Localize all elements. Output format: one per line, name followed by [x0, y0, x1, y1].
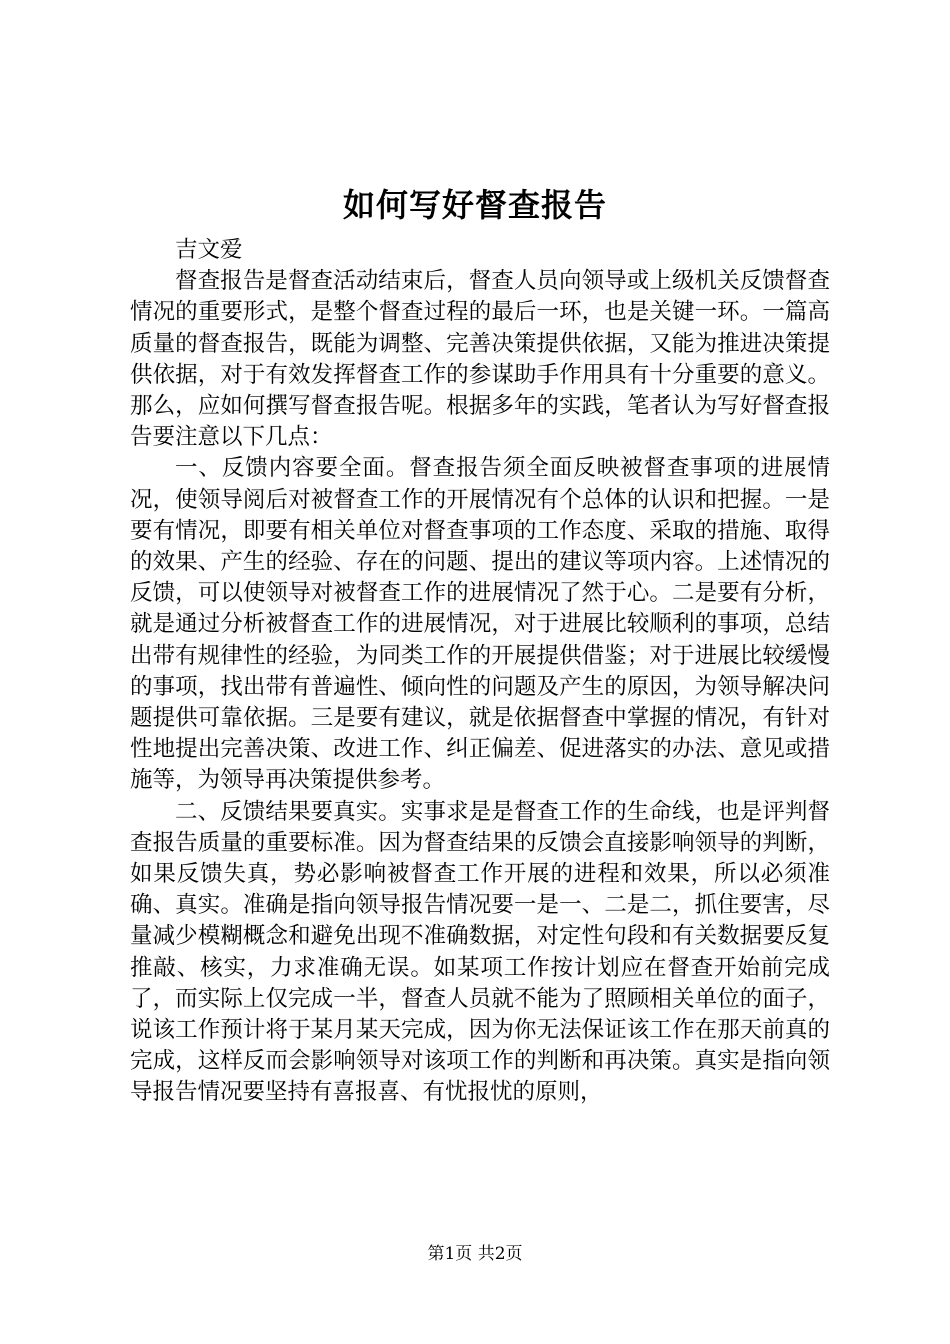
- paragraph-section-1: 一、反馈内容要全面。督查报告须全面反映被督查事项的进展情况，使领导阅后对被督查工作的开展情况有个总体的认识和把握。一是要有情况，即要有相关单位对督查事项的工作态度、采取的措施、取得的效果、产生的经验、存在的问题、提出的建议等项内容。上述情况的反馈，可以使领导对被督查工作的进展情况了然于心。二是要有分析，就是通过分析被督查工作的进展情况，对于进展比较顺利的事项，总结出带有规律性的经验，为同类工作的开展提供借鉴；对于进展比较缓慢的事项，找出带有普遍性、倾向性的问题及产生的原因，为领导解决问题提供可靠依据。三是要有建议，就是依据督查中掌握的情况，有针对性地提出完善决策、改进工作、纠正偏差、促进落实的办法、意见或措施等，为领导再决策提供参考。: [130, 455, 830, 794]
- document-body: [130, 235, 830, 1109]
- paragraph-intro: 督查报告是督查活动结束后，督查人员向领导或上级机关反馈督查情况的重要形式，是整个督查过程的最后一环，也是关键一环。一篇高质量的督查报告，既能为调整、完善决策提供依据，又能为推进决策提供依据，对于有效发挥督查工作的参谋助手作用具有十分重要的意义。那么，应如何撰写督查报告呢。根据多年的实践，笔者认为写好督查报告要注意以下几点：: [130, 268, 830, 451]
- author-line: 吉文爱: [175, 237, 243, 263]
- page-number-footer: 第1页 共2页: [427, 1244, 523, 1264]
- document-title: 如何写好督查报告: [342, 186, 607, 224]
- paragraph-section-2: 二、反馈结果要真实。实事求是是督查工作的生命线，也是评判督查报告质量的重要标准。因为督查结果的反馈会直接影响领导的判断，如果反馈失真，势必影响被督查工作开展的进程和效果，所以必须准确、真实。准确是指向领导报告情况要一是一、二是二，抓住要害，尽量减少模糊概念和避免出现不准确数据，对定性句段和有关数据要反复推敲、核实，力求准确无误。如某项工作按计划应在督查开始前完成了，而实际上仅完成一半，督查人员就不能为了照顾相关单位的面子，说该工作预计将于某月某天完成，因为你无法保证该工作在那天前真的完成，这样反而会影响领导对该项工作的判断和再决策。真实是指向领导报告情况要坚持有喜报喜、有忧报忧的原则，: [130, 798, 830, 1106]
